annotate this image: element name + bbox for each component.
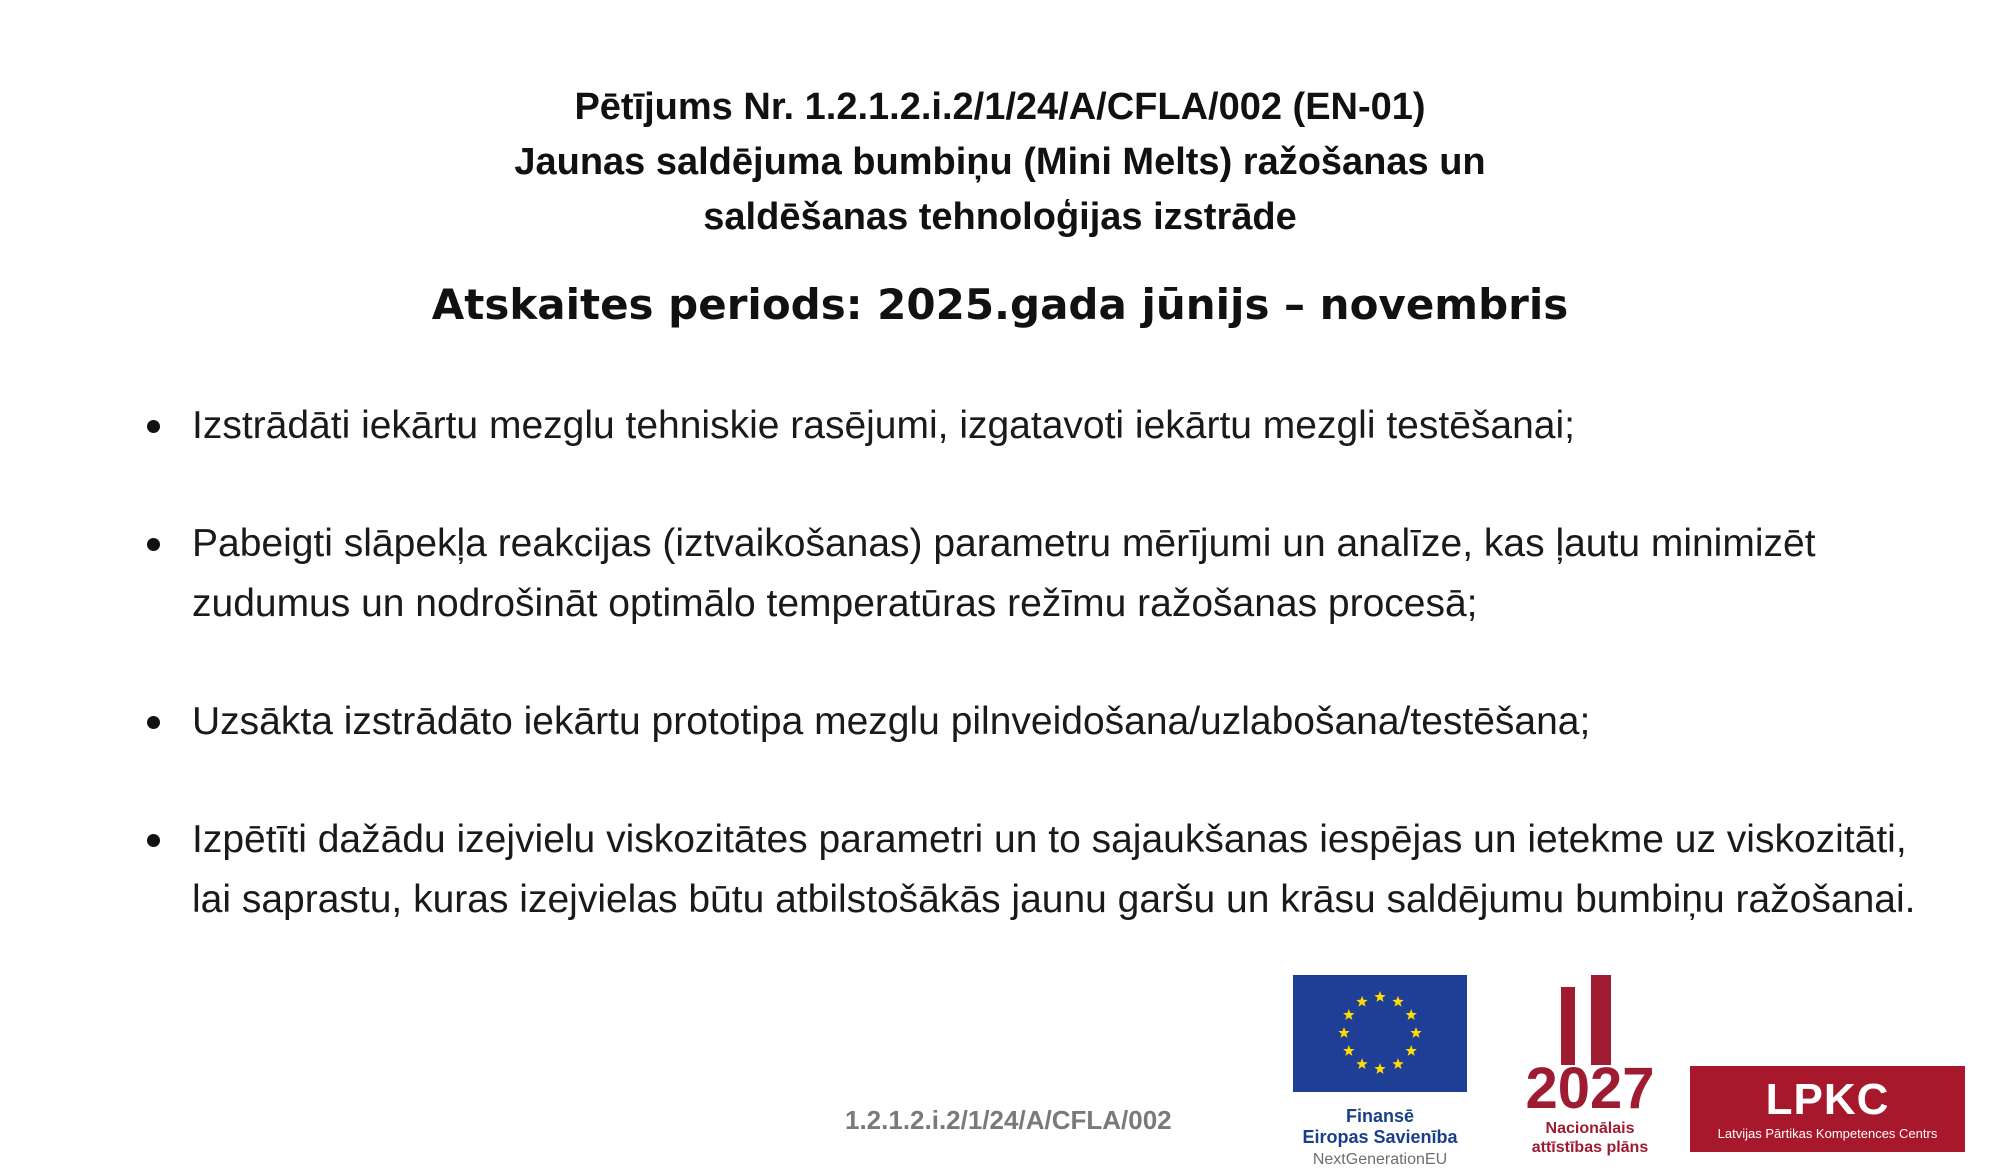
nap-bars-icon xyxy=(1555,975,1625,1065)
list-item xyxy=(140,692,1940,752)
results-list xyxy=(140,396,1940,988)
document-title xyxy=(0,80,2000,245)
list-item-text: Izstrādāti iekārtu mezglu tehniskie rasējumi, izgatavoti iekārtu mezgli testēšanai; xyxy=(192,404,1575,447)
lpkc-title: LPKC xyxy=(1765,1075,1890,1124)
list-item-text: Pabeigti slāpekļa reakcijas (iztvaikošanas) parametru mērījumi un analīze, kas ļautu minimizēt zudumus un nodrošināt optimālo temperatūras režīmu ražošanas procesā; xyxy=(192,522,1816,625)
title-line-1: Pētījums Nr. 1.2.1.2.i.2/1/24/A/CFLA/002 (EN-01) xyxy=(574,86,1426,128)
lpkc-logo xyxy=(1690,1066,1965,1152)
bullet-icon xyxy=(147,716,160,729)
list-item xyxy=(140,396,1940,456)
nap-year: 2027 xyxy=(1525,1056,1655,1121)
eu-funding-logo xyxy=(1290,975,1470,1169)
lpkc-subtitle: Latvijas Pārtikas Kompetences Centrs xyxy=(1717,1126,1938,1141)
bullet-icon xyxy=(147,420,160,433)
reporting-period: Atskaites periods: 2025.gada jūnijs – novembris xyxy=(431,280,1569,329)
title-line-3: saldēšanas tehnoloģijas izstrāde xyxy=(703,196,1297,238)
nap-line-2: attīstības plāns xyxy=(1531,1139,1649,1156)
project-code: 1.2.1.2.i.2/1/24/A/CFLA/002 xyxy=(845,1105,1172,1135)
bullet-icon xyxy=(147,538,160,551)
list-item-text: Izpētīti dažādu izejvielu viskozitātes parametri un to sajaukšanas iespējas un ietekme uz viskozitāti, lai saprastu, kuras izejvielas būtu atbilstošākās jaunu garšu un krāsu saldējumu bumbiņu ražošanai. xyxy=(192,818,1916,921)
list-item-text: Uzsākta izstrādāto iekārtu prototipa mezglu pilnveidošana/uzlabošana/testēšana; xyxy=(192,700,1591,743)
eu-logo-line-3: NextGenerationEU xyxy=(1312,1151,1448,1168)
eu-logo-line-2: Eiropas Savienība xyxy=(1302,1127,1458,1147)
nap-line-1: Nacionālais xyxy=(1545,1120,1635,1137)
list-item xyxy=(140,514,1940,634)
list-item xyxy=(140,810,1940,930)
national-development-plan-logo xyxy=(1505,975,1675,1157)
eu-logo-line-1: Finansē xyxy=(1345,1106,1415,1126)
eu-flag-icon xyxy=(1293,975,1467,1092)
bullet-icon xyxy=(147,834,160,847)
title-line-2: Jaunas saldējuma bumbiņu (Mini Melts) ražošanas un xyxy=(514,141,1486,183)
